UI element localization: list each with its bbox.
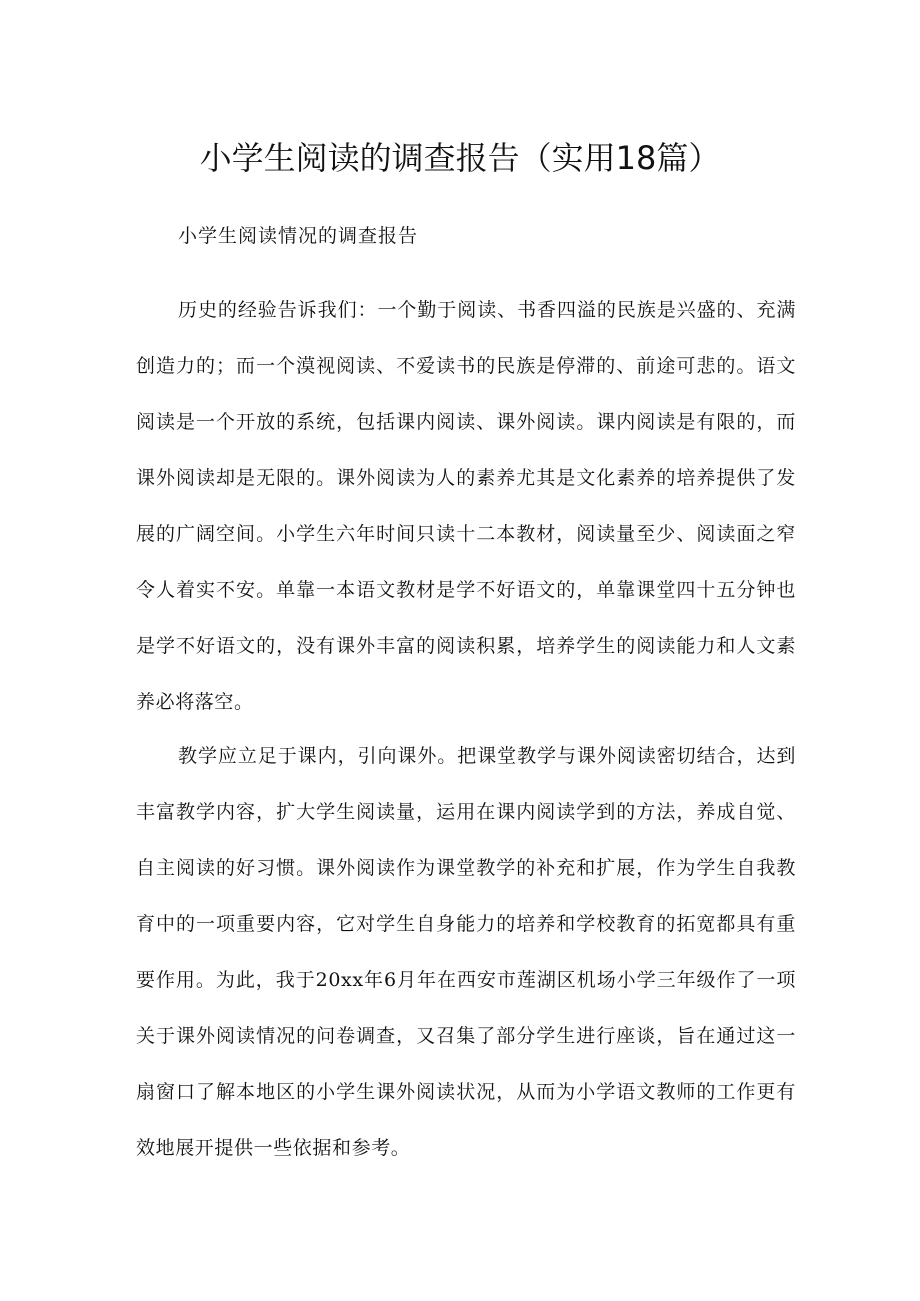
body-paragraph-2: 教学应立足于课内，引向课外。把课堂教学与课外阅读密切结合，达到丰富教学内容，扩大学生阅读量，运用在课内阅读学到的方法，养成自觉、自主阅读的好习惯。课外阅读作为课堂教学的补充和扩展，作为学生自我教育中的一项重要内容，它对学生自身能力的培养和学校教育的拓宽都具有重要作用。为此，我于20xx年6月年在西安市莲湖区机场小学三年级作了一项关于课外阅读情况的问卷调查，又召集了部分学生进行座谈，旨在通过这一扇窗口了解本地区的小学生课外阅读状况，从而为小学语文教师的工作更有效地展开提供一些依据和参考。 bbox=[136, 745, 796, 1159]
document-title: 小学生阅读的调查报告（实用18篇） bbox=[199, 139, 721, 177]
document-subtitle: 小学生阅读情况的调查报告 bbox=[178, 225, 419, 247]
body-paragraph-1: 历史的经验告诉我们：一个勤于阅读、书香四溢的民族是兴盛的、充满创造力的；而一个漠视阅读、不爱读书的民族是停滞的、前途可悲的。语文阅读是一个开放的系统，包括课内阅读、课外阅读。课内阅读是有限的，而课外阅读却是无限的。课外阅读为人的素养尤其是文化素养的培养提供了发展的广阔空间。小学生六年时间只读十二本教材，阅读量至少、阅读面之窄令人着实不安。单靠一本语文教材是学不好语文的，单靠课堂四十五分钟也是学不好语文的，没有课外丰富的阅读积累，培养学生的阅读能力和人文素养必将落空。 bbox=[136, 299, 796, 713]
